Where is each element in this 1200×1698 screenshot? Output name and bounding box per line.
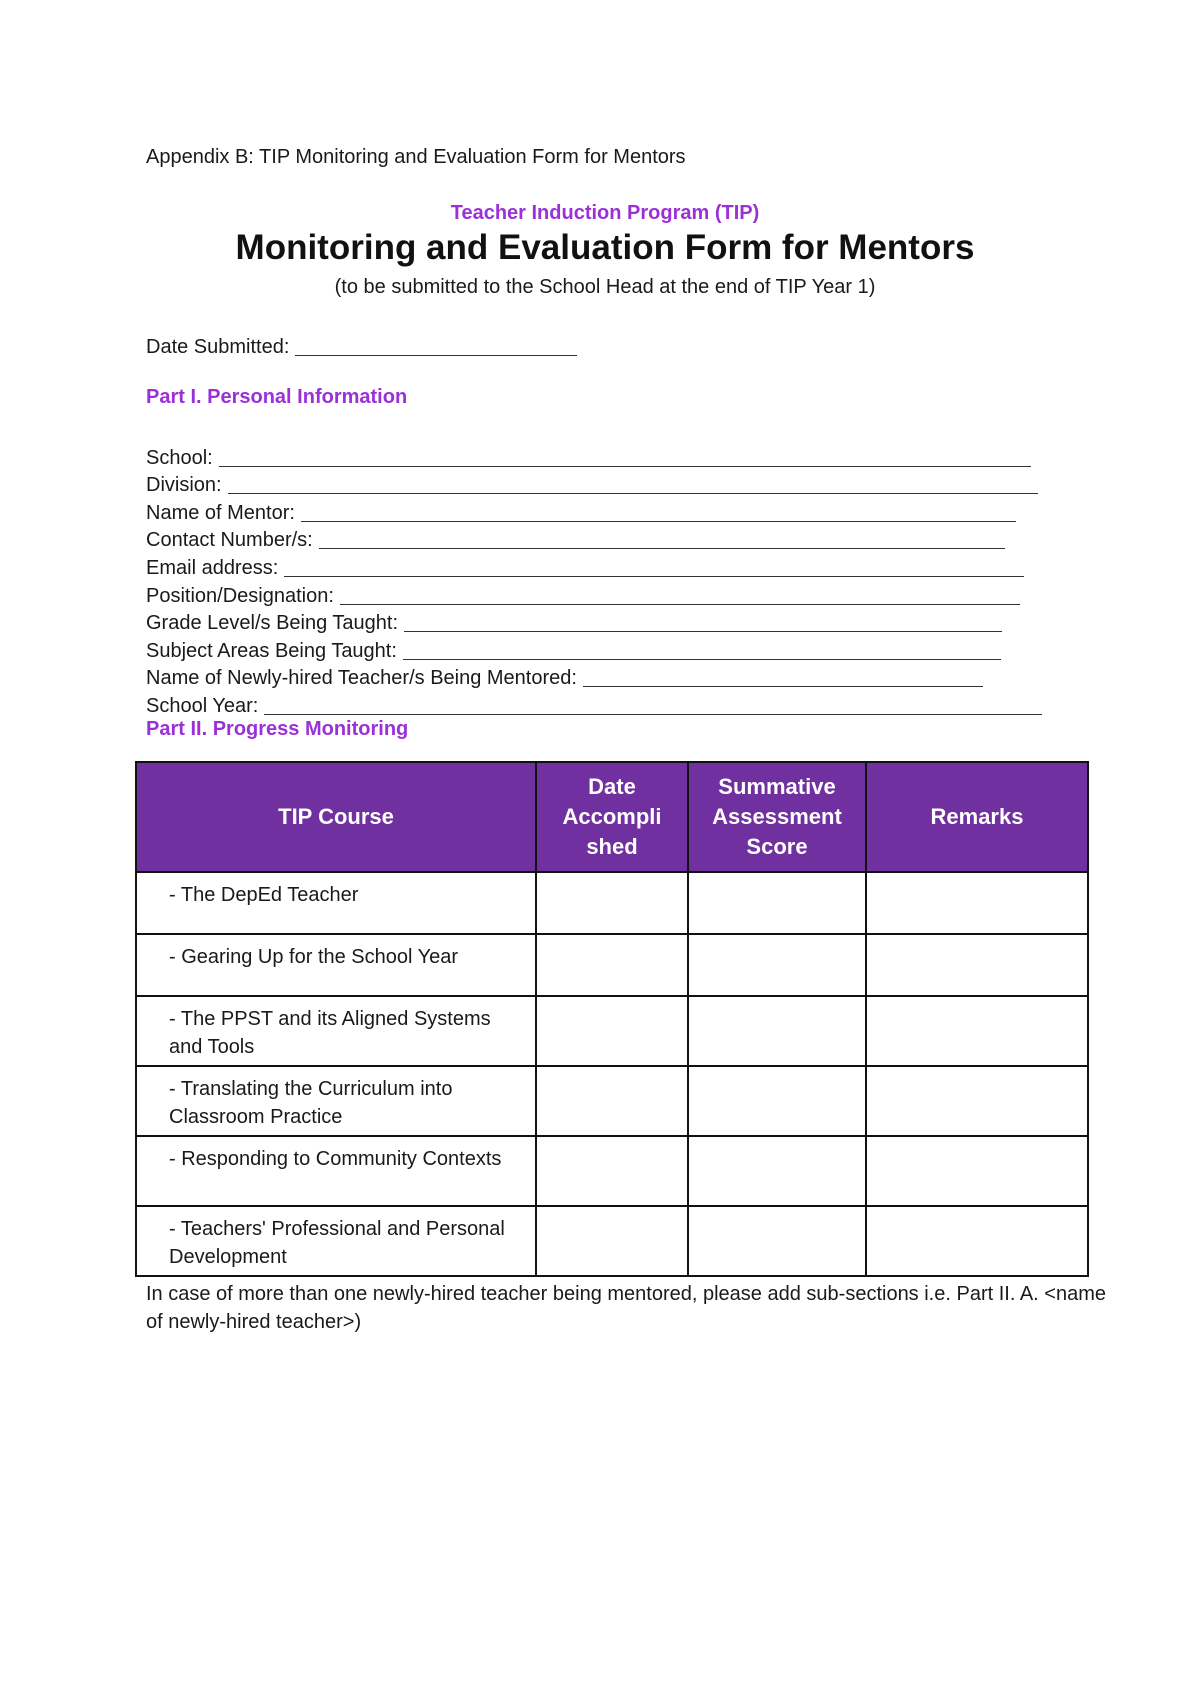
date-accomplished-cell[interactable] (536, 1206, 688, 1276)
field-label: School: (146, 446, 213, 469)
summative-score-cell[interactable] (688, 996, 866, 1066)
summative-score-cell[interactable] (688, 872, 866, 934)
part2-heading: Part II. Progress Monitoring (146, 718, 409, 740)
part1-heading: Part I. Personal Information (146, 386, 408, 408)
table-row (136, 934, 1088, 996)
program-name: Teacher Induction Program (TIP) (450, 202, 760, 224)
date-accomplished-cell[interactable] (536, 1066, 688, 1136)
remarks-cell[interactable] (866, 934, 1088, 996)
summative-score-cell[interactable] (688, 1206, 866, 1276)
field-blank[interactable] (228, 493, 1038, 494)
page-title: Monitoring and Evaluation Form for Mentors (235, 228, 975, 267)
date-accomplished-cell[interactable] (536, 1136, 688, 1206)
remarks-cell[interactable] (866, 872, 1088, 934)
field-blank[interactable] (404, 631, 1002, 632)
remarks-cell[interactable] (866, 1066, 1088, 1136)
table-row (136, 1206, 1088, 1276)
field-label: Grade Level/s Being Taught: (146, 612, 399, 635)
course-name-cell: - Translating the Curriculum into Classroom Practice (136, 1066, 536, 1136)
date-accomplished-cell[interactable] (536, 872, 688, 934)
field-blank[interactable] (284, 576, 1024, 577)
summative-score-cell[interactable] (688, 1066, 866, 1136)
appendix-label: Appendix B: TIP Monitoring and Evaluation Form for Mentors (146, 146, 686, 168)
table-row (136, 1136, 1088, 1206)
column-header-tip-course: TIP Course (136, 762, 536, 872)
field-blank[interactable] (583, 686, 983, 687)
course-name-cell: - Teachers' Professional and Personal Development (136, 1206, 536, 1276)
position-field[interactable] (146, 580, 1046, 608)
field-label: Email address: (146, 556, 279, 579)
page-subtitle: (to be submitted to the School Head at the end of TIP Year 1) (334, 276, 876, 298)
field-blank[interactable] (403, 659, 1001, 660)
table-header-row (136, 762, 1088, 872)
course-name-cell: - Responding to Community Contexts (136, 1136, 536, 1206)
division-field[interactable] (146, 470, 1046, 498)
mentor-name-field[interactable] (146, 497, 1046, 525)
email-field[interactable] (146, 552, 1046, 580)
field-label: Subject Areas Being Taught: (146, 639, 397, 662)
column-header-remarks: Remarks (866, 762, 1088, 872)
table-row (136, 996, 1088, 1066)
personal-info-fields (146, 442, 1046, 718)
course-name-cell: - Gearing Up for the School Year (136, 934, 536, 996)
grade-level-field[interactable] (146, 608, 1046, 636)
field-label: Name of Newly-hired Teacher/s Being Mentored: (146, 667, 577, 690)
subsection-note: In case of more than one newly-hired teacher being mentored, please add sub-sections i.e. Part II. A. <name of newly-hired teacher>) (146, 1283, 1106, 1333)
column-header-date-accomplished: Date Accompli shed (536, 762, 688, 872)
remarks-cell[interactable] (866, 996, 1088, 1066)
date-submitted-label: Date Submitted: (146, 335, 290, 358)
school-field[interactable] (146, 442, 1046, 470)
progress-monitoring-table (135, 761, 1089, 1277)
field-label: School Year: (146, 694, 259, 717)
field-label: Name of Mentor: (146, 501, 295, 524)
table-row (136, 1066, 1088, 1136)
field-blank[interactable] (264, 714, 1042, 715)
summative-score-cell[interactable] (688, 934, 866, 996)
field-blank[interactable] (340, 604, 1020, 605)
remarks-cell[interactable] (866, 1136, 1088, 1206)
date-accomplished-cell[interactable] (536, 934, 688, 996)
field-label: Division: (146, 474, 222, 497)
course-name-cell: - The PPST and its Aligned Systems and Tools (136, 996, 536, 1066)
date-accomplished-cell[interactable] (536, 996, 688, 1066)
subject-areas-field[interactable] (146, 635, 1046, 663)
field-blank[interactable] (301, 521, 1016, 522)
mentee-name-field[interactable] (146, 663, 1046, 691)
field-label: Contact Number/s: (146, 529, 313, 552)
summative-score-cell[interactable] (688, 1136, 866, 1206)
field-blank[interactable] (319, 548, 1005, 549)
field-blank[interactable] (219, 466, 1031, 467)
field-label: Position/Designation: (146, 584, 334, 607)
remarks-cell[interactable] (866, 1206, 1088, 1276)
school-year-field[interactable] (146, 690, 1046, 718)
column-header-summative-score: Summative Assessment Score (688, 762, 866, 872)
course-name-cell: - The DepEd Teacher (136, 872, 536, 934)
contact-number-field[interactable] (146, 525, 1046, 553)
date-submitted-blank[interactable] (295, 355, 577, 356)
date-submitted-field[interactable] (146, 331, 577, 359)
table-row (136, 872, 1088, 934)
